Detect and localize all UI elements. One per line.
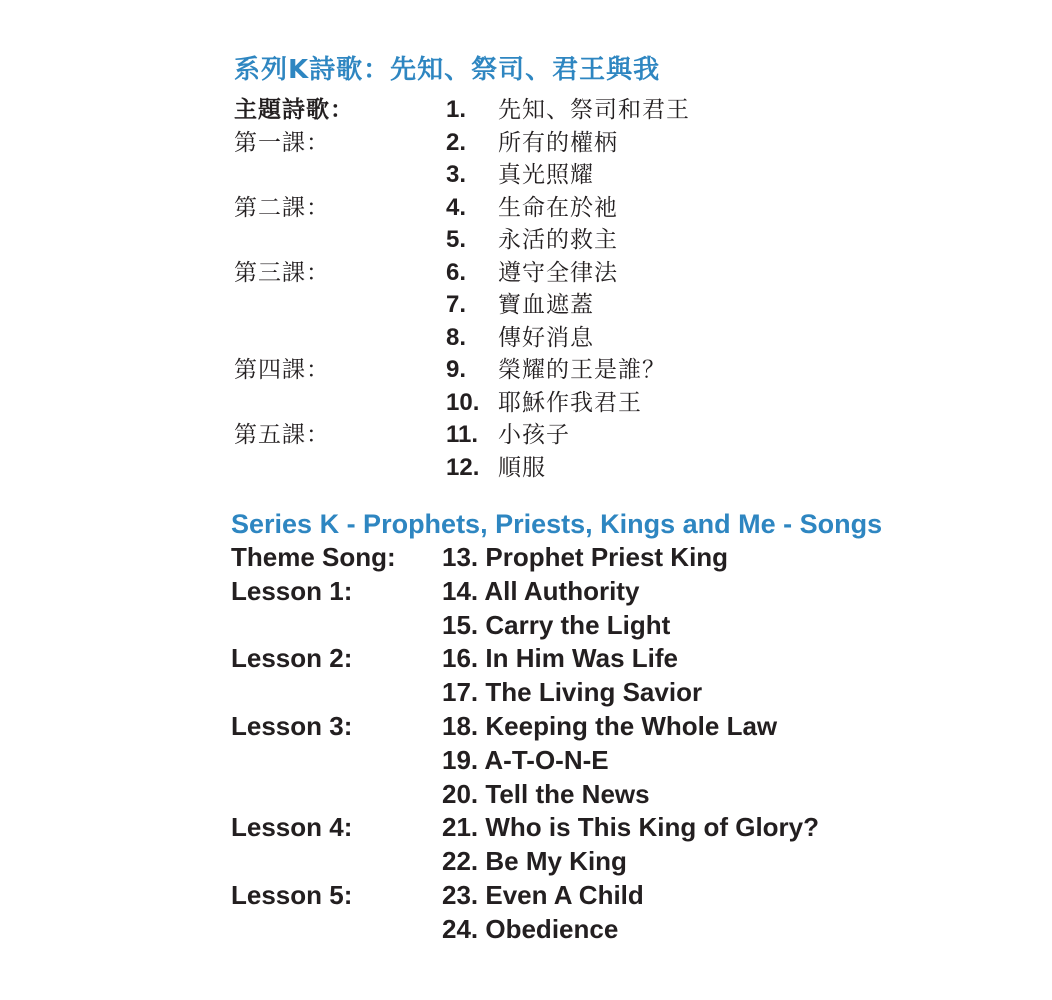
english-song-title: 24. Obedience [442, 913, 619, 944]
english-song-row [231, 913, 1021, 947]
english-lesson-label: Lesson 4: [231, 812, 353, 843]
english-lesson-label: Lesson 3: [231, 710, 353, 741]
english-song-row [231, 710, 1021, 744]
english-series-title: Series K - Prophets, Priests, Kings and Me - Songs [231, 509, 883, 539]
chinese-song-title: 生命在於祂 [498, 194, 618, 221]
chinese-song-title: 所有的權柄 [498, 129, 618, 156]
english-lesson-label: Lesson 2: [231, 643, 353, 674]
english-song-title: 19. A-T-O-N-E [442, 744, 609, 775]
chinese-song-title: 傳好消息 [498, 324, 594, 351]
english-song-title: 18. Keeping the Whole Law [442, 710, 778, 741]
english-song-row [231, 575, 1021, 609]
chinese-song-row [234, 452, 994, 485]
english-song-row [231, 541, 1021, 575]
chinese-series-title: 系列K詩歌：先知、祭司、君王與我 [234, 55, 661, 85]
chinese-song-row [234, 192, 994, 225]
chinese-song-row [234, 159, 994, 192]
chinese-song-number: 2. [446, 128, 467, 156]
english-song-title: 23. Even A Child [442, 879, 644, 910]
chinese-lesson-label: 第二課： [234, 194, 330, 221]
english-song-row [231, 811, 1021, 845]
chinese-song-number: 10. [446, 388, 480, 416]
chinese-lesson-label: 第四課： [234, 357, 330, 383]
chinese-song-row [234, 94, 994, 127]
chinese-song-row [234, 322, 994, 355]
chinese-song-row [234, 387, 994, 420]
chinese-lesson-label: 第三課： [234, 259, 330, 286]
chinese-song-title: 遵守全律法 [498, 259, 618, 286]
english-song-title: 20. Tell the News [442, 778, 650, 809]
english-song-row [231, 879, 1021, 913]
english-lesson-label: Lesson 5: [231, 879, 353, 910]
english-song-title: 16. In Him Was Life [442, 643, 678, 674]
chinese-song-title: 寶血遮蓋 [498, 292, 594, 318]
chinese-song-row [234, 224, 994, 257]
english-song-title: 21. Who is This King of Glory? [442, 812, 820, 843]
chinese-song-list [234, 50, 994, 484]
english-song-rows [231, 541, 1021, 947]
chinese-lesson-label: 主題詩歌： [234, 97, 354, 123]
english-song-row [231, 845, 1021, 879]
chinese-song-number: 5. [446, 226, 467, 253]
chinese-song-number: 12. [446, 453, 480, 481]
chinese-song-title: 真光照耀 [498, 162, 594, 188]
english-song-row [231, 642, 1021, 676]
english-song-title: 22. Be My King [442, 846, 627, 877]
english-song-row [231, 778, 1021, 812]
english-song-title: 15. Carry the Light [442, 609, 671, 640]
chinese-song-title: 小孩子 [498, 422, 570, 448]
chinese-song-row [234, 354, 994, 387]
chinese-song-rows [234, 94, 994, 484]
english-song-row [231, 676, 1021, 710]
chinese-song-number: 4. [446, 193, 467, 221]
chinese-song-number: 3. [446, 161, 467, 188]
chinese-song-title: 榮耀的王是誰？ [498, 357, 666, 383]
chinese-song-title: 先知、祭司和君王 [498, 97, 690, 123]
english-lesson-label: Theme Song: [231, 542, 396, 572]
chinese-song-title: 永活的救主 [498, 227, 618, 253]
english-song-row [231, 744, 1021, 778]
english-song-list [231, 505, 1021, 947]
chinese-song-number: 6. [446, 258, 467, 286]
chinese-song-number: 7. [446, 291, 467, 318]
chinese-song-number: 9. [446, 356, 467, 383]
chinese-lesson-label: 第一課： [234, 129, 330, 156]
chinese-song-number: 1. [446, 96, 467, 123]
chinese-song-row [234, 419, 994, 452]
chinese-lesson-label: 第五課： [234, 422, 330, 448]
chinese-song-row [234, 127, 994, 160]
chinese-song-title: 順服 [498, 454, 546, 481]
chinese-song-row [234, 289, 994, 322]
chinese-song-number: 8. [446, 323, 467, 351]
english-song-title: 13. Prophet Priest King [442, 542, 729, 572]
english-song-title: 17. The Living Savior [442, 677, 703, 708]
english-song-title: 14. All Authority [442, 575, 640, 606]
chinese-song-number: 11. [446, 421, 479, 448]
english-song-row [231, 609, 1021, 643]
english-lesson-label: Lesson 1: [231, 575, 353, 606]
chinese-song-row [234, 257, 994, 290]
chinese-song-title: 耶穌作我君王 [498, 389, 642, 416]
